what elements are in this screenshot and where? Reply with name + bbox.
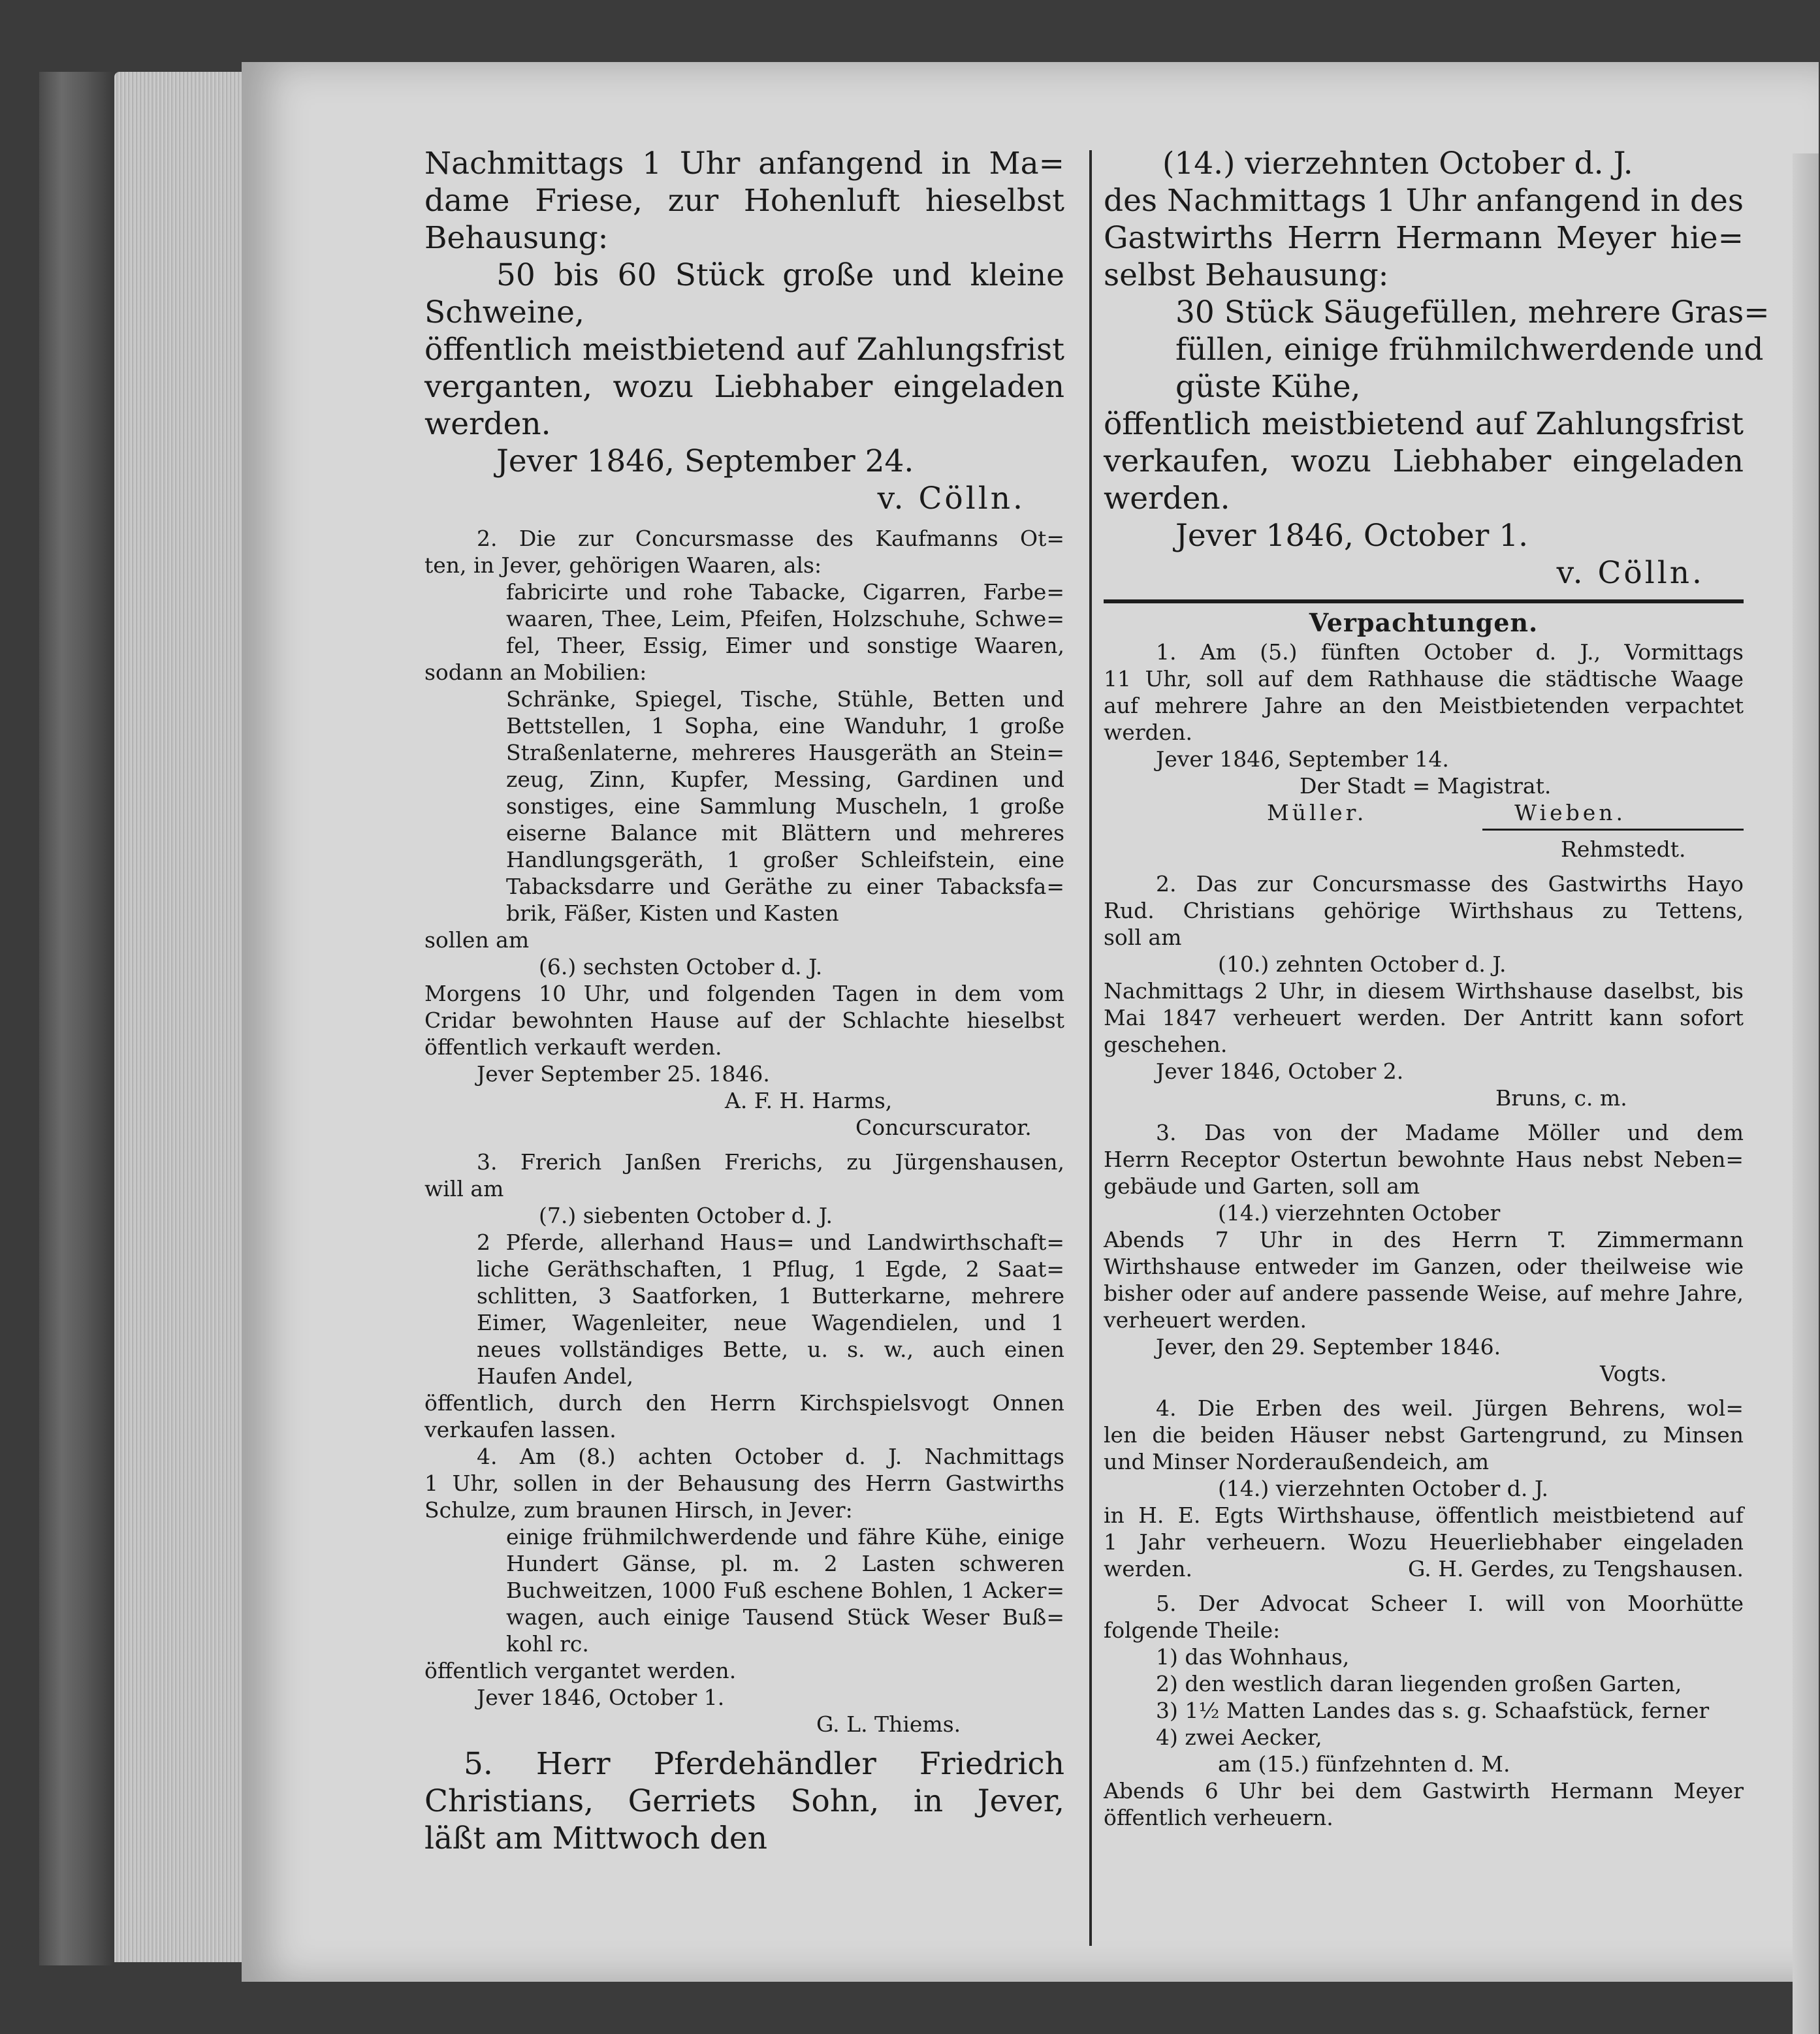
text-line: 1. Am (5.) fünften October d. J., Vormittags bbox=[1156, 639, 1744, 665]
right-column bbox=[1104, 145, 1770, 1831]
text-line: Cridar bewohnten Hause auf der Schlachte hieselbst bbox=[424, 1008, 1064, 1033]
text-line: und Minser Norderaußendeich, am bbox=[1104, 1449, 1490, 1474]
notice-2 bbox=[424, 525, 1064, 1141]
text-line: ten, in Jever, gehörigen Waaren, als: bbox=[424, 552, 822, 578]
signature: Wieben. bbox=[1514, 800, 1626, 825]
text-line: 1 Uhr, sollen in der Behausung des Herrn Gastwirths bbox=[424, 1470, 1064, 1496]
text-line: Nachmittags 1 Uhr anfangend in Ma= bbox=[424, 146, 1064, 182]
text-line: Mai 1847 verheuert werden. Der Antritt kann sofort bbox=[1104, 1005, 1744, 1030]
text-line: neues vollständiges Bette, u. s. w., auch einen bbox=[477, 1337, 1064, 1362]
text-line: kohl rc. bbox=[506, 1631, 589, 1657]
text-line: liche Geräthschaften, 1 Pflug, 1 Egde, 2 Saat= bbox=[477, 1256, 1064, 1282]
text-line: werden. bbox=[424, 406, 551, 442]
list-item: 2) den westlich daran liegenden großen Garten, bbox=[1156, 1671, 1682, 1696]
item-block bbox=[424, 257, 1064, 331]
text-line: 2. Die zur Concursmasse des Kaufmanns Ot= bbox=[477, 526, 1064, 551]
column-divider bbox=[1089, 150, 1092, 1946]
lease-2 bbox=[1104, 870, 1744, 1111]
text-line: verkaufen lassen. bbox=[424, 1417, 616, 1442]
text-line: fel, Theer, Essig, Eimer und sonstige Waaren, bbox=[506, 633, 1064, 658]
text-line: soll am bbox=[1104, 925, 1182, 950]
signature-row bbox=[1104, 799, 1744, 826]
text-line: (14.) vierzehnten October bbox=[1218, 1200, 1501, 1226]
place-date: Jever 1846, October 1. bbox=[1175, 518, 1529, 554]
text-line: (7.) siebenten October d. J. bbox=[539, 1203, 833, 1228]
signature: v. Cölln. bbox=[877, 481, 1025, 516]
text-line: einige frühmilchwerdende und fähre Kühe, einige bbox=[506, 1524, 1064, 1549]
closing-block bbox=[424, 331, 1064, 443]
section-rule bbox=[1104, 599, 1744, 603]
notice-3 bbox=[424, 1149, 1064, 1443]
list-item: 4) zwei Aecker, bbox=[1156, 1724, 1322, 1750]
text-line: füllen, einige frühmilchwerdende und bbox=[1175, 332, 1764, 368]
lease-5 bbox=[1104, 1590, 1744, 1831]
signature: v. Cölln. bbox=[1556, 555, 1704, 591]
notice-5 bbox=[424, 1745, 1064, 1857]
text-line: öffentlich meistbietend auf Zahlungsfrist bbox=[1104, 406, 1744, 442]
lease-3 bbox=[1104, 1119, 1744, 1387]
lease-1 bbox=[1104, 639, 1744, 863]
text-line: Wirthshause entweder im Ganzen, oder theilweise wie bbox=[1104, 1254, 1744, 1279]
place-date: Jever 1846, October 2. bbox=[1156, 1058, 1404, 1084]
text-line: Abends 6 Uhr bei dem Gastwirth Hermann Meyer bbox=[1104, 1778, 1744, 1804]
text-line: Hundert Gänse, pl. m. 2 Lasten schweren bbox=[506, 1551, 1064, 1576]
text-line: sollen am bbox=[424, 927, 530, 953]
place-date: Jever 1846, September 24. bbox=[496, 443, 914, 479]
text-line: Bettstellen, 1 Sopha, eine Wanduhr, 1 große bbox=[506, 713, 1064, 739]
text-line: 2 Pferde, allerhand Haus= und Landwirthschaft= bbox=[477, 1230, 1064, 1255]
text-line: selbst Behausung: bbox=[1104, 257, 1389, 293]
text-line: Tabacksdarre und Geräthe zu einer Tabacksfa= bbox=[506, 874, 1064, 899]
text-line: 50 bis 60 Stück große und kleine bbox=[496, 257, 1064, 293]
text-line: Straßenlaterne, mehreres Hausgeräth an Stein= bbox=[506, 740, 1064, 765]
place-date: Jever 1846, September 14. bbox=[1156, 746, 1449, 772]
text-line: werden. bbox=[1104, 720, 1192, 745]
text-line: 3. Das von der Madame Möller und dem bbox=[1156, 1120, 1744, 1145]
text-line: zeug, Zinn, Kupfer, Messing, Gardinen und bbox=[506, 767, 1064, 792]
text-line: waaren, Thee, Leim, Pfeifen, Holzschuhe, Schwe= bbox=[506, 606, 1064, 631]
text-line: in H. E. Egts Wirthshause, öffentlich meistbietend auf bbox=[1104, 1502, 1744, 1528]
text-line: schlitten, 3 Saatforken, 1 Butterkarne, mehrere bbox=[477, 1283, 1064, 1309]
signature: G. H. Gerdes, zu Tengshausen. bbox=[1408, 1556, 1744, 1581]
left-column bbox=[424, 145, 1064, 1857]
text-line: wagen, auch einige Tausend Stück Weser Buß= bbox=[506, 1604, 1064, 1630]
text-line: (6.) sechsten October d. J. bbox=[539, 954, 823, 979]
text-line: 30 Stück Säugefüllen, mehrere Gras= bbox=[1175, 294, 1770, 330]
text-line: Rud. Christians gehörige Wirthshaus zu Tettens, bbox=[1104, 898, 1744, 923]
notice-4 bbox=[424, 1443, 1064, 1738]
text-line: 4. Die Erben des weil. Jürgen Behrens, wol= bbox=[1156, 1395, 1744, 1421]
text-line: des Nachmittags 1 Uhr anfangend in des bbox=[1104, 183, 1744, 219]
text-line: Eimer, Wagenleiter, neue Wagendielen, und 1 bbox=[477, 1310, 1064, 1335]
text-line: Schulze, zum braunen Hirsch, in Jever: bbox=[424, 1497, 853, 1523]
text-line: Christians, Gerriets Sohn, in Jever, bbox=[424, 1783, 1064, 1819]
intro-block bbox=[424, 145, 1064, 257]
lease-4 bbox=[1104, 1395, 1744, 1582]
text-line: öffentlich verheuern. bbox=[1104, 1805, 1333, 1830]
text-line: bisher oder auf andere passende Weise, auf mehre Jahre, bbox=[1104, 1280, 1744, 1306]
place-date: Jever, den 29. September 1846. bbox=[1156, 1334, 1501, 1359]
text-line: Schweine, bbox=[424, 294, 584, 330]
text-line: Herrn Receptor Ostertun bewohnte Haus nebst Neben= bbox=[1104, 1147, 1744, 1172]
text-line: Handlungsgeräth, 1 großer Schleifstein, eine bbox=[506, 847, 1064, 872]
text-line: öffentlich meistbietend auf Zahlungsfrist bbox=[424, 332, 1064, 368]
text-line: am (15.) fünfzehnten d. M. bbox=[1218, 1751, 1510, 1777]
text-line: Schränke, Spiegel, Tische, Stühle, Betten und bbox=[506, 686, 1064, 712]
signature: G. L. Thiems. bbox=[816, 1711, 961, 1737]
text-line: Haufen Andel, bbox=[477, 1363, 633, 1389]
signature: A. F. H. Harms, bbox=[725, 1088, 893, 1113]
closing-block bbox=[1104, 405, 1744, 517]
text-line: werden. bbox=[1104, 481, 1230, 516]
text-line: auf mehrere Jahre an den Meistbietenden verpachtet bbox=[1104, 693, 1744, 718]
text-line: (14.) vierzehnten October d. J. bbox=[1218, 1476, 1549, 1501]
signature-row bbox=[1104, 1555, 1744, 1582]
text-line: läßt am Mittwoch den bbox=[424, 1820, 767, 1856]
item-block bbox=[1104, 294, 1770, 405]
text-line: fabricirte und rohe Tabacke, Cigarren, Farbe= bbox=[506, 579, 1064, 605]
text-line: öffentlich, durch den Herrn Kirchspielsvogt Onnen bbox=[424, 1390, 1064, 1416]
text-line: geschehen. bbox=[1104, 1032, 1228, 1057]
place-date: Jever 1846, October 1. bbox=[477, 1685, 725, 1710]
text-line: 11 Uhr, soll auf dem Rathhause die städtische Waage bbox=[1104, 666, 1744, 691]
text-line: sodann an Mobilien: bbox=[424, 659, 647, 685]
text-line: Behausung: bbox=[424, 220, 609, 256]
authority: Der Stadt = Magistrat. bbox=[1300, 773, 1552, 799]
text-line: Abends 7 Uhr in des Herrn T. Zimmermann bbox=[1104, 1227, 1744, 1252]
place-date: Jever September 25. 1846. bbox=[477, 1061, 770, 1087]
text-line: 5. Herr Pferdehändler Friedrich bbox=[464, 1746, 1064, 1782]
text-line: dame Friese, zur Hohenluft hieselbst bbox=[424, 183, 1064, 219]
text-line: (10.) zehnten October d. J. bbox=[1218, 951, 1507, 977]
page-edge-right bbox=[1793, 153, 1819, 2034]
signature: Müller. bbox=[1267, 800, 1367, 825]
text-line: 5. Der Advocat Scheer I. will von Moorhütte bbox=[1156, 1591, 1744, 1616]
text-line: 3. Frerich Janßen Frerichs, zu Jürgenshausen, bbox=[477, 1149, 1064, 1175]
text-line: Morgens 10 Uhr, und folgenden Tagen in dem vom bbox=[424, 981, 1064, 1006]
text-line: öffentlich vergantet werden. bbox=[424, 1658, 737, 1683]
signature: Bruns, c. m. bbox=[1495, 1085, 1627, 1111]
text-line: folgende Theile: bbox=[1104, 1617, 1281, 1643]
text-line: 4. Am (8.) achten October d. J. Nachmittags bbox=[477, 1444, 1064, 1469]
text-line: will am bbox=[424, 1176, 504, 1201]
signature-rule bbox=[1482, 829, 1744, 831]
text-line: len die beiden Häuser nebst Gartengrund, zu Minsen bbox=[1104, 1422, 1744, 1448]
list-item: 1) das Wohnhaus, bbox=[1156, 1644, 1350, 1670]
list-item: 3) 1½ Matten Landes das s. g. Schaafstück, ferner bbox=[1156, 1698, 1710, 1723]
signature-title: Concurscurator. bbox=[855, 1115, 1032, 1140]
text-line: eiserne Balance mit Blättern und mehreres bbox=[506, 820, 1064, 846]
signature: Rehmstedt. bbox=[1561, 836, 1686, 862]
text-line: brik, Fäßer, Kisten und Kasten bbox=[506, 900, 839, 926]
text-line: gebäude und Garten, soll am bbox=[1104, 1173, 1420, 1199]
section-heading: Verpachtungen. bbox=[1309, 608, 1539, 637]
signature: Vogts. bbox=[1600, 1361, 1667, 1386]
text-line: sonstiges, eine Sammlung Muscheln, 1 große bbox=[506, 793, 1064, 819]
text-line: verheuert werden. bbox=[1104, 1307, 1307, 1333]
text-line: (14.) vierzehnten October d. J. bbox=[1162, 146, 1633, 182]
text-line: verganten, wozu Liebhaber eingeladen bbox=[424, 369, 1064, 405]
book-cover bbox=[39, 72, 114, 1965]
text-line: Gastwirths Herrn Hermann Meyer hie= bbox=[1104, 220, 1744, 256]
text-line: verkaufen, wozu Liebhaber eingeladen bbox=[1104, 443, 1744, 479]
text-line: öffentlich verkauft werden. bbox=[424, 1034, 722, 1060]
intro-block bbox=[1104, 145, 1744, 294]
text-line: Buchweitzen, 1000 Fuß eschene Bohlen, 1 Acker= bbox=[506, 1578, 1064, 1603]
page-edges bbox=[114, 72, 245, 1962]
text-line: 2. Das zur Concursmasse des Gastwirths Hayo bbox=[1156, 871, 1744, 897]
text-line: Nachmittags 2 Uhr, in diesem Wirthshause daselbst, bis bbox=[1104, 978, 1744, 1004]
text-line: werden. bbox=[1104, 1556, 1192, 1581]
text-line: güste Kühe, bbox=[1175, 369, 1361, 405]
text-line: 1 Jahr verheuern. Wozu Heuerliebhaber eingeladen bbox=[1104, 1529, 1744, 1555]
